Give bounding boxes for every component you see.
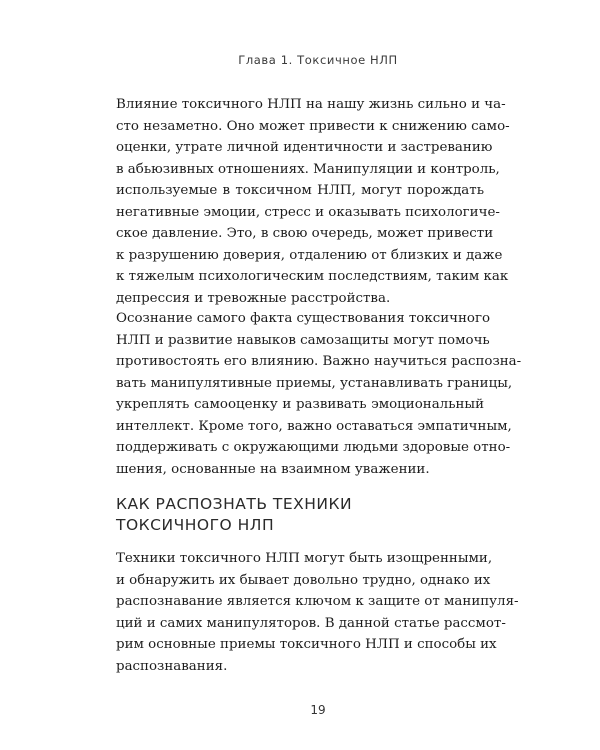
text-line: Осознание самого факта существования токсичного: [116, 311, 491, 326]
text-line: и обнаружить их бывает довольно трудно, однако их: [116, 572, 491, 588]
text-line: укреплять самооценку и развивать эмоциональный: [116, 397, 484, 412]
running-head: Глава 1. Токсичное НЛП: [238, 53, 398, 67]
text-line: противостоять его влиянию. Важно научиться распозна-: [116, 354, 522, 369]
text-line: сто незаметно. Оно может привести к снижению само-: [116, 118, 510, 134]
text-line: поддерживать с окружающими людьми здоровые отно-: [116, 440, 511, 455]
text-line: к тяжелым психологическим последствиям, таким как: [116, 269, 509, 284]
text-line: в абьюзивных отношениях. Манипуляции и контроль,: [116, 161, 500, 177]
heading-line: КАК РАСПОЗНАТЬ ТЕХНИКИ: [116, 495, 353, 513]
paragraph-1: [116, 94, 510, 309]
paragraph-3: [116, 548, 519, 677]
text-line: НЛП и развитие навыков самозащиты могут помочь: [116, 332, 490, 348]
text-line: оценки, утрате личной идентичности и застреванию: [116, 140, 493, 155]
page-number: 19: [310, 703, 326, 717]
paragraph-2: [116, 308, 522, 480]
text-line: используемые в токсичном НЛП, могут порождать: [116, 183, 484, 198]
text-line: ций и самих манипуляторов. В данной статье рассмот-: [116, 615, 506, 631]
text-line: интеллект. Кроме того, важно оставаться эмпатичным,: [116, 418, 512, 434]
text-line: депрессия и тревожные расстройства.: [116, 290, 391, 306]
heading-line: ТОКСИЧНОГО НЛП: [116, 516, 275, 534]
text-line: Влияние токсичного НЛП на нашу жизнь сильно и ча-: [116, 97, 506, 112]
text-line: Техники токсичного НЛП могут быть изощренными,: [116, 551, 493, 566]
text-line: ское давление. Это, в свою очередь, может привести: [116, 226, 494, 241]
text-line: к разрушению доверия, отдалению от близких и даже: [116, 247, 503, 263]
text-line: негативные эмоции, стресс и оказывать психологиче-: [116, 204, 500, 220]
text-line: распознавание является ключом к защите от манипуля-: [116, 594, 519, 609]
text-line: шения, основанные на взаимном уважении.: [116, 461, 430, 477]
section-heading: [116, 494, 484, 536]
text-line: распознавания.: [116, 658, 228, 674]
text-line: вать манипулятивные приемы, устанавливать границы,: [116, 375, 513, 391]
text-line: рим основные приемы токсичного НЛП и способы их: [116, 637, 497, 652]
